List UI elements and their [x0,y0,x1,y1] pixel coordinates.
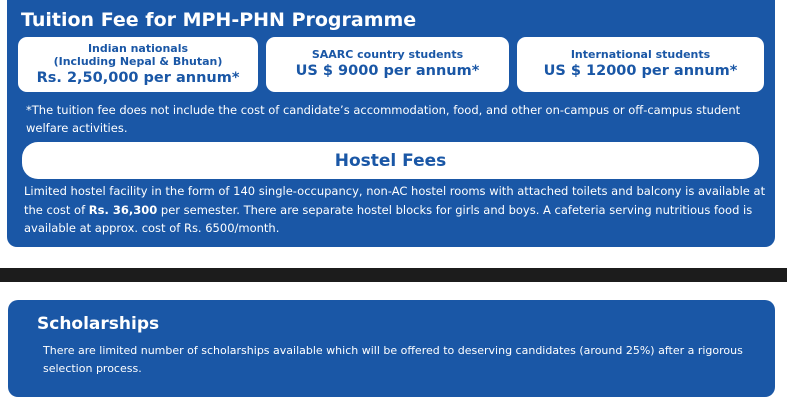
tuition-fee-panel [7,0,775,247]
fee-card-amount: US $ 12000 per annum* [543,63,738,79]
fee-card-label: SAARC country students [311,48,464,61]
fee-card-amount: Rs. 2,50,000 per annum* [36,69,240,86]
hostel-cost-highlight: Rs. 36,300 [88,202,158,217]
fee-card-sublabel: (Including Nepal & Bhutan) [53,54,223,68]
hostel-text-part2: per semester. There are separate hostel blocks for girls and boys. A cafeteria serving nutritious food is available at approx. cost of Rs. 6500/month. [24,202,753,235]
section-divider [0,268,787,282]
fee-card-amount: US $ 9000 per annum* [295,63,480,79]
tuition-fee-title: Tuition Fee for MPH-PHN Programme [21,9,417,31]
hostel-fees-description [24,182,769,238]
hostel-fees-title: Hostel Fees [334,150,447,171]
hostel-text-part1: Limited hostel facility in the form of 140 single-occupancy, non-AC hostel rooms with attached toilets and balcony is available at the cost of [24,184,766,217]
fee-card-international-students [517,37,764,92]
fee-card-label: International students [570,48,711,61]
fee-card-saarc-students [266,37,509,92]
fee-card-indian-nationals [18,37,258,92]
scholarships-panel [8,300,775,397]
hostel-fees-heading [22,142,759,179]
scholarships-title: Scholarships [37,314,160,334]
scholarships-description: There are limited number of scholarships available which will be offered to deserving candidates (around 25%) after a rigorous selection process. [43,344,743,375]
tuition-fee-note: *The tuition fee does not include the cost of candidate’s accommodation, food, and other on-campus or off-campus student welfare activities. [26,103,741,135]
fee-card-label: Indian nationals [87,41,189,55]
